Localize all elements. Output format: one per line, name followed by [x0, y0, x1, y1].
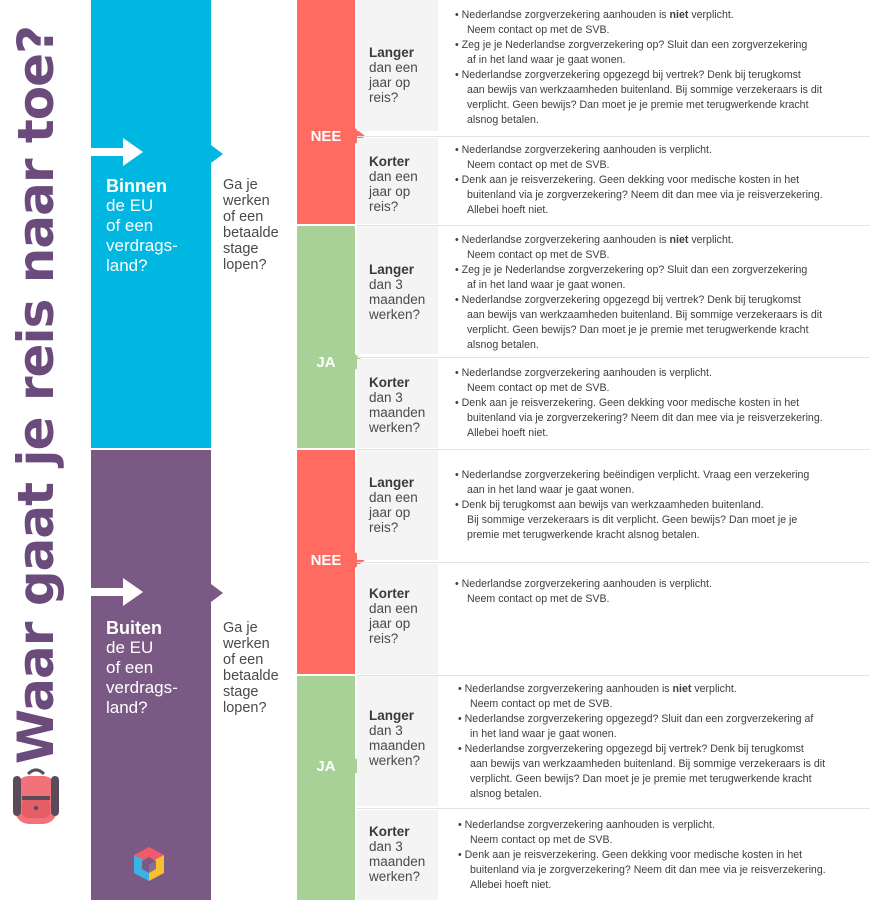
advice-line: Neem contact op met de SVB.	[467, 159, 610, 171]
duration-binnen-nee-langer	[357, 0, 438, 131]
choice-buiten-ja	[297, 676, 355, 900]
question-buiten	[223, 620, 293, 716]
advice-line: af in het land waar je gaat wonen.	[467, 54, 626, 66]
duration-line: jaar op	[369, 184, 411, 199]
advice-line: Neem contact op met de SVB.	[470, 698, 613, 710]
advice-line: alsnog betalen.	[467, 339, 539, 351]
advice-line: buitenland via je zorgverzekering? Neem dit dan mee via je reisverzekering.	[467, 412, 823, 424]
choice-label: JA	[316, 758, 336, 775]
duration-line: werken?	[369, 753, 421, 768]
duration-line: jaar op	[369, 505, 411, 520]
advice-line: verplicht. Geen bewijs? Dan moet je je premie met terugwerkende kracht	[467, 99, 809, 111]
question-line: werken	[223, 636, 270, 652]
arrow-right-icon	[91, 577, 143, 607]
duration-line: dan 3	[369, 723, 403, 738]
advice-binnen-nee-langer	[455, 8, 870, 128]
duration-line: reis?	[369, 90, 399, 105]
duration-line: werken?	[369, 307, 421, 322]
duration-title: Korter	[369, 586, 410, 601]
choice-binnen-nee	[297, 0, 355, 224]
duration-line: reis?	[369, 520, 399, 535]
duration-line: jaar op	[369, 616, 411, 631]
duration-line: werken?	[369, 420, 421, 435]
advice-line: buitenland via je zorgverzekering? Neem dit dan mee via je reisverzekering.	[467, 189, 823, 201]
duration-buiten-ja-langer	[357, 676, 438, 806]
duration-title: Langer	[369, 708, 415, 723]
region-binnen-title: Binnen	[106, 176, 167, 196]
divider	[357, 136, 870, 137]
question-line: betaalde	[223, 225, 279, 241]
question-line: stage	[223, 684, 259, 700]
advice-line: • Denk aan je reisverzekering. Geen dekking voor medische kosten in het	[458, 849, 803, 861]
advice-line: Neem contact op met de SVB.	[467, 593, 610, 605]
question-line: lopen?	[223, 257, 267, 273]
region-buiten	[91, 450, 211, 900]
region-binnen	[91, 0, 211, 448]
question-binnen	[223, 177, 293, 273]
choice-label: NEE	[310, 552, 342, 569]
question-line: of een	[223, 652, 264, 668]
duration-line: dan een	[369, 169, 418, 184]
duration-buiten-nee-korter	[357, 564, 438, 674]
duration-buiten-ja-korter	[357, 810, 438, 900]
advice-line: • Zeg je je Nederlandse zorgverzekering op? Sluit dan een zorgverzekering	[455, 264, 808, 276]
duration-line: dan een	[369, 601, 418, 616]
advice-line: • Nederlandse zorgverzekering opgezegd bij vertrek? Denk bij terugkomst	[455, 294, 801, 306]
advice-line: Neem contact op met de SVB.	[470, 834, 613, 846]
duration-line: maanden	[369, 292, 426, 307]
divider	[357, 357, 870, 358]
duration-title: Korter	[369, 824, 410, 839]
choice-binnen-ja	[297, 226, 355, 448]
region-label-line: of een	[106, 216, 154, 235]
divider	[357, 562, 870, 563]
duration-binnen-nee-korter	[357, 138, 438, 224]
region-buiten-title: Buiten	[106, 618, 162, 638]
advice-line: aan bewijs van werkzaamheden buitenland. Bij sommige verzekeraars is dit	[467, 84, 823, 96]
duration-line: maanden	[369, 854, 426, 869]
advice-binnen-ja-langer	[455, 233, 870, 353]
question-line: stage	[223, 241, 259, 257]
duration-line: werken?	[369, 869, 421, 884]
question-line: werken	[223, 193, 270, 209]
advice-line: in het land waar je gaat wonen.	[470, 728, 617, 740]
question-line: of een	[223, 209, 264, 225]
region-label-line: de EU	[106, 196, 154, 215]
advice-line: • Nederlandse zorgverzekering beëindigen verplicht. Vraag een verzekering	[455, 469, 810, 481]
advice-line: • Nederlandse zorgverzekering aanhouden is niet verplicht.	[458, 683, 737, 695]
advice-line: • Nederlandse zorgverzekering aanhouden is niet verplicht.	[455, 234, 734, 246]
advice-line: verplicht. Geen bewijs? Dan moet je je premie met terugwerkende kracht	[467, 324, 809, 336]
advice-binnen-ja-korter	[455, 366, 870, 441]
title-column	[0, 0, 80, 900]
region-buiten-label	[106, 618, 178, 718]
arrow-right-icon	[91, 137, 143, 167]
duration-title: Langer	[369, 262, 415, 277]
advice-line: • Nederlandse zorgverzekering aanhouden is verplicht.	[455, 367, 712, 379]
duration-title: Korter	[369, 375, 410, 390]
advice-line: • Nederlandse zorgverzekering aanhouden is verplicht.	[455, 144, 712, 156]
advice-line: • Zeg je je Nederlandse zorgverzekering op? Sluit dan een zorgverzekering	[455, 39, 808, 51]
advice-binnen-nee-korter	[455, 143, 870, 218]
duration-title: Langer	[369, 475, 415, 490]
choice-label: NEE	[310, 128, 342, 145]
advice-line: • Nederlandse zorgverzekering aanhouden is verplicht.	[455, 578, 712, 590]
question-line: Ga je	[223, 177, 258, 193]
advice-line: alsnog betalen.	[467, 114, 539, 126]
advice-line: aan bewijs van werkzaamheden buitenland. Bij sommige verzekeraars is dit	[470, 758, 826, 770]
advice-line: Neem contact op met de SVB.	[467, 382, 610, 394]
backpack-icon	[10, 766, 62, 828]
advice-line: Allebei hoeft niet.	[470, 879, 552, 891]
choice-label: JA	[316, 354, 336, 371]
advice-line: aan bewijs van werkzaamheden buitenland. Bij sommige verzekeraars is dit	[467, 309, 823, 321]
question-line: lopen?	[223, 700, 267, 716]
advice-line: • Nederlandse zorgverzekering opgezegd bij vertrek? Denk bij terugkomst	[455, 69, 801, 81]
advice-line: • Denk aan je reisverzekering. Geen dekking voor medische kosten in het	[455, 174, 800, 186]
advice-line: buitenland via je zorgverzekering? Neem dit dan mee via je reisverzekering.	[470, 864, 826, 876]
advice-line: premie met terugwerkende kracht alsnog betalen.	[467, 529, 700, 541]
advice-buiten-ja-langer	[458, 682, 870, 802]
cube-logo-icon	[131, 845, 167, 883]
advice-line: • Nederlandse zorgverzekering opgezegd? Sluit dan een zorgverzekering af	[458, 713, 814, 725]
duration-line: dan een	[369, 490, 418, 505]
duration-title: Langer	[369, 45, 415, 60]
advice-line: af in het land waar je gaat wonen.	[467, 279, 626, 291]
advice-line: • Nederlandse zorgverzekering opgezegd bij vertrek? Denk bij terugkomst	[458, 743, 804, 755]
advice-line: Allebei hoeft niet.	[467, 427, 549, 439]
advice-line: verplicht. Geen bewijs? Dan moet je je premie met terugwerkende kracht	[470, 773, 812, 785]
advice-line: Neem contact op met de SVB.	[467, 24, 610, 36]
duration-buiten-nee-langer	[357, 450, 438, 560]
region-label-line: land?	[106, 698, 148, 717]
advice-line: • Denk aan je reisverzekering. Geen dekking voor medische kosten in het	[455, 397, 800, 409]
divider	[357, 808, 870, 809]
region-binnen-label	[106, 176, 178, 276]
question-line: Ga je	[223, 620, 258, 636]
advice-line: alsnog betalen.	[470, 788, 542, 800]
advice-line: • Denk bij terugkomst aan bewijs van werkzaamheden buitenland.	[455, 499, 764, 511]
advice-buiten-ja-korter	[458, 818, 870, 893]
advice-line: Allebei hoeft niet.	[467, 204, 549, 216]
page-title: Waar gaat je reis naar toe?	[7, 25, 65, 765]
region-label-line: land?	[106, 256, 148, 275]
duration-binnen-ja-korter	[357, 359, 438, 448]
region-label-line: verdrags-	[106, 678, 178, 697]
region-label-line: de EU	[106, 638, 154, 657]
duration-line: dan 3	[369, 277, 403, 292]
region-label-line: verdrags-	[106, 236, 178, 255]
advice-line: • Nederlandse zorgverzekering aanhouden is verplicht.	[458, 819, 715, 831]
duration-line: reis?	[369, 199, 399, 214]
duration-line: maanden	[369, 738, 426, 753]
advice-buiten-nee-langer	[455, 468, 870, 543]
duration-title: Korter	[369, 154, 410, 169]
duration-line: dan 3	[369, 839, 403, 854]
choice-buiten-nee	[297, 450, 355, 674]
advice-line: aan in het land waar je gaat wonen.	[467, 484, 635, 496]
advice-line: • Nederlandse zorgverzekering aanhouden is niet verplicht.	[455, 9, 734, 21]
duration-line: dan 3	[369, 390, 403, 405]
advice-line: Bij sommige verzekeraars is dit verplicht. Geen bewijs? Dan moet je je	[467, 514, 798, 526]
question-line: betaalde	[223, 668, 279, 684]
duration-line: jaar op	[369, 75, 411, 90]
advice-buiten-nee-korter	[455, 577, 870, 607]
region-label-line: of een	[106, 658, 154, 677]
duration-binnen-ja-langer	[357, 226, 438, 354]
duration-line: reis?	[369, 631, 399, 646]
duration-line: maanden	[369, 405, 426, 420]
duration-line: dan een	[369, 60, 418, 75]
advice-line: Neem contact op met de SVB.	[467, 249, 610, 261]
